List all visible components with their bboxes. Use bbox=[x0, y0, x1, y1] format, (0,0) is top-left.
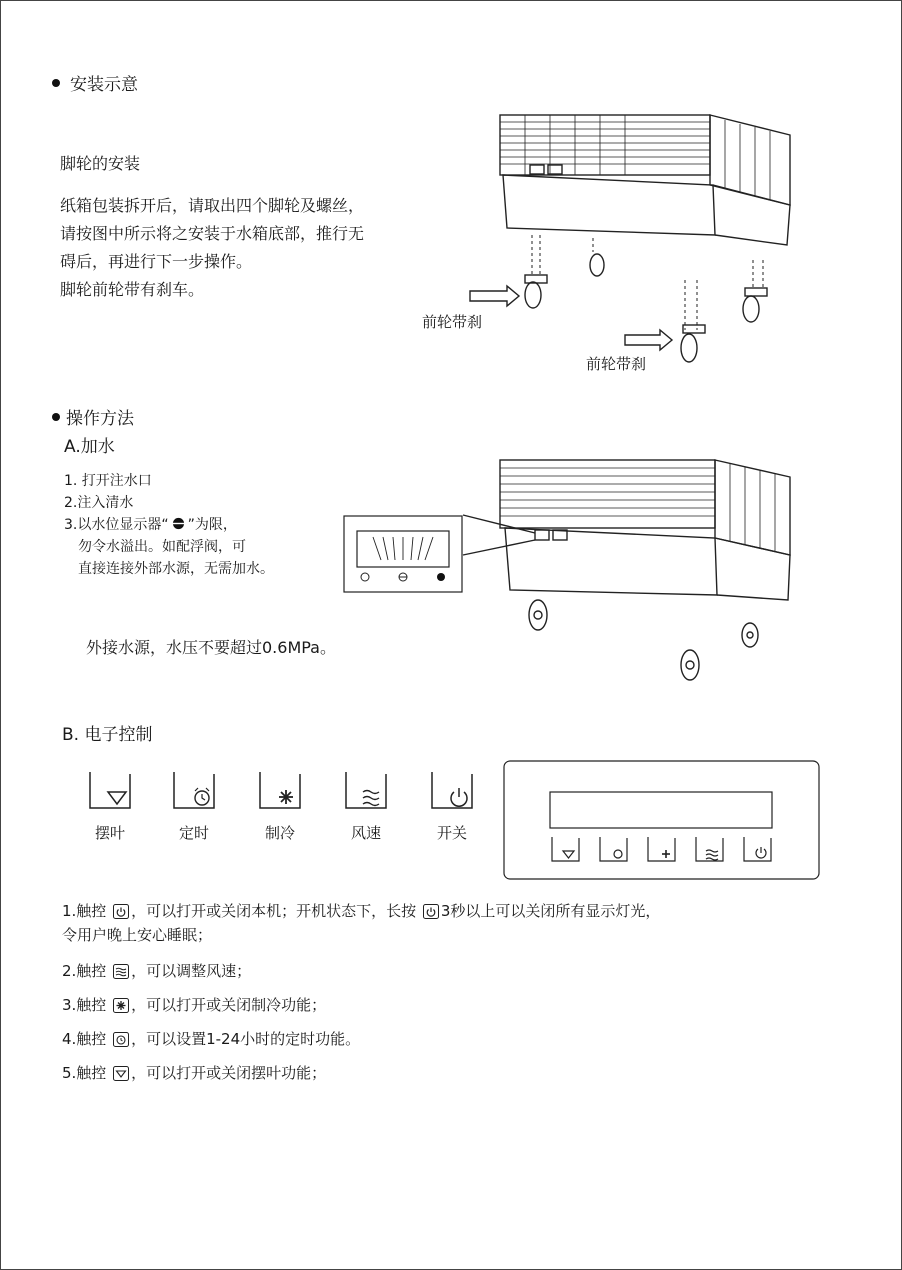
caster-line: 脚轮前轮带有刹车。 bbox=[60, 280, 205, 299]
alarm-clock-icon bbox=[113, 1032, 129, 1047]
section-operation-heading: 操作方法 bbox=[52, 404, 134, 429]
caster-line: 请按图中所示将之安装于水箱底部，推行无 bbox=[60, 224, 365, 243]
cooler-water-inlet-illustration bbox=[460, 455, 805, 690]
power-icon bbox=[423, 904, 439, 919]
desc-wind-speed: 2.触控 ，可以调整风速； bbox=[62, 962, 252, 980]
caster-line: 纸箱包装拆开后，请取出四个脚轮及螺丝， bbox=[60, 196, 365, 215]
control-panel-illustration bbox=[503, 760, 820, 880]
panel-wind-waves-icon bbox=[696, 837, 723, 861]
desc-power-line2: 令用户晚上安心睡眠； bbox=[62, 926, 213, 944]
caster-title: 脚轮的安装 bbox=[60, 154, 141, 173]
swing-icon bbox=[86, 768, 134, 812]
wind-speed-label: 风速 bbox=[350, 824, 381, 842]
cooling-label: 制冷 bbox=[264, 824, 295, 842]
power-icon bbox=[113, 904, 129, 919]
wind-waves-icon bbox=[342, 768, 390, 812]
snowflake-icon bbox=[113, 998, 129, 1013]
alarm-clock-icon bbox=[170, 768, 218, 812]
front-wheel-brake-label-1: 前轮带刹 bbox=[422, 313, 483, 331]
wind-speed-button[interactable] bbox=[336, 768, 396, 843]
step-line: 3.以水位显示器“ ”为限， bbox=[64, 517, 237, 533]
display-screen bbox=[550, 792, 772, 828]
desc-cooling: 3.触控 ，可以打开或关闭制冷功能； bbox=[62, 996, 327, 1014]
section-install-heading: 安装示意 bbox=[52, 70, 138, 95]
desc-swing: 5.触控 ，可以打开或关闭摆叶功能； bbox=[62, 1064, 327, 1082]
water-level-indicator-icon bbox=[171, 517, 186, 530]
power-label: 开关 bbox=[436, 824, 467, 842]
power-icon bbox=[428, 768, 476, 812]
panel-alarm-clock-icon bbox=[600, 837, 627, 861]
add-water-steps bbox=[64, 470, 274, 580]
caster-installation-illustration bbox=[415, 110, 810, 390]
cooling-button[interactable] bbox=[250, 768, 310, 843]
swing-label: 摆叶 bbox=[94, 824, 125, 842]
desc-power: 1.触控 ，可以打开或关闭本机；开机状态下，长按 3秒以上可以关闭所有显示灯光， bbox=[62, 902, 661, 920]
bullet-icon bbox=[52, 79, 60, 87]
wind-waves-icon bbox=[113, 964, 129, 979]
swing-icon bbox=[113, 1066, 129, 1081]
panel-swing-icon bbox=[552, 837, 579, 861]
sub-heading-add-water: A.加水 bbox=[64, 437, 115, 457]
front-wheel-brake-label-2: 前轮带刹 bbox=[586, 355, 647, 373]
step-line: 勿令水溢出。如配浮阀，可 bbox=[78, 539, 246, 555]
sub-heading-electronic-control: B. 电子控制 bbox=[62, 725, 153, 745]
desc-timer: 4.触控 ，可以设置1-24小时的定时功能。 bbox=[62, 1030, 361, 1048]
external-water-pressure-note: 外接水源，水压不要超过0.6MPa。 bbox=[86, 638, 336, 657]
swing-button[interactable] bbox=[80, 768, 140, 843]
snowflake-icon bbox=[256, 768, 304, 812]
caster-instructions bbox=[60, 192, 364, 304]
power-button[interactable] bbox=[422, 768, 482, 843]
step-line: 2.注入清水 bbox=[64, 495, 134, 511]
step-line: 1. 打开注水口 bbox=[64, 473, 152, 489]
step-line: 直接连接外部水源，无需加水。 bbox=[78, 561, 274, 577]
timer-button[interactable] bbox=[164, 768, 224, 843]
water-level-gauge-illustration bbox=[343, 515, 463, 593]
timer-label: 定时 bbox=[178, 824, 209, 842]
caster-line: 碍后，再进行下一步操作。 bbox=[60, 252, 253, 271]
bullet-icon bbox=[52, 413, 60, 421]
panel-snowflake-icon bbox=[648, 837, 675, 861]
